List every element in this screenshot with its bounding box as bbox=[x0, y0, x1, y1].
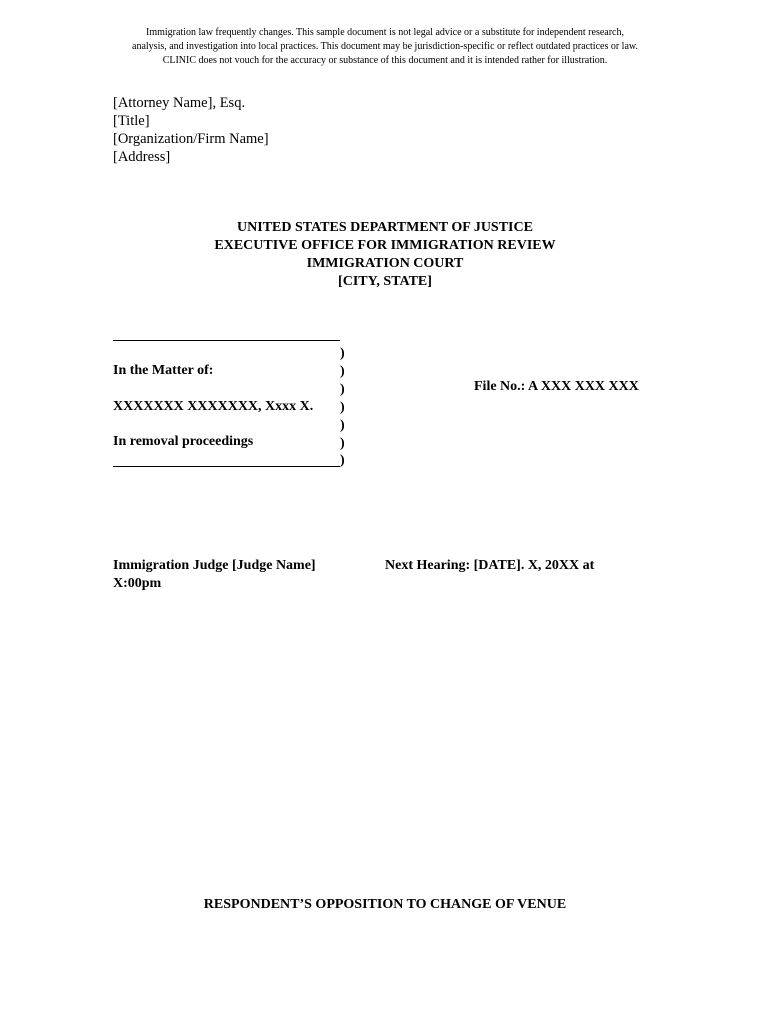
file-number: File No.: A XXX XXX XXX bbox=[474, 379, 639, 394]
attorney-organization: [Organization/Firm Name] bbox=[113, 131, 269, 147]
caption-paren: ) bbox=[340, 364, 345, 379]
court-office: EXECUTIVE OFFICE FOR IMMIGRATION REVIEW bbox=[214, 238, 556, 253]
caption-paren: ) bbox=[340, 346, 345, 361]
caption-paren: ) bbox=[340, 418, 345, 433]
respondent-name: XXXXXXX XXXXXXX, Xxxx X. bbox=[113, 399, 314, 414]
proceedings-label: In removal proceedings bbox=[113, 434, 254, 449]
caption-paren: ) bbox=[340, 382, 345, 397]
immigration-judge: Immigration Judge [Judge Name] X:00pm bbox=[113, 558, 316, 591]
caption-paren: ) bbox=[340, 453, 345, 468]
court-header bbox=[150, 219, 620, 291]
caption-top-rule bbox=[113, 340, 340, 341]
attorney-address: [Address] bbox=[113, 149, 171, 165]
court-location: [CITY, STATE] bbox=[338, 274, 432, 289]
matter-label: In the Matter of: bbox=[113, 363, 214, 378]
attorney-title: [Title] bbox=[113, 113, 150, 129]
caption-paren: ) bbox=[340, 400, 345, 415]
court-department: UNITED STATES DEPARTMENT OF JUSTICE bbox=[237, 220, 533, 235]
caption-bottom-rule bbox=[113, 466, 340, 467]
court-name: IMMIGRATION COURT bbox=[306, 256, 464, 271]
document-title: RESPONDENT’S OPPOSITION TO CHANGE OF VENUE bbox=[203, 897, 567, 912]
disclaimer-line: analysis, and investigation into local practices. This document may be jurisdiction-specific or reflect outdated practices or law. bbox=[132, 41, 638, 52]
disclaimer-notice bbox=[90, 26, 680, 68]
attorney-name: [Attorney Name], Esq. bbox=[113, 95, 246, 111]
disclaimer-line: CLINIC does not vouch for the accuracy or substance of this document and it is intended rather for illustration. bbox=[162, 55, 608, 66]
disclaimer-line: Immigration law frequently changes. This sample document is not legal advice or a substitute for independent research, bbox=[145, 27, 624, 38]
caption-paren: ) bbox=[340, 436, 345, 451]
attorney-block bbox=[113, 94, 269, 166]
next-hearing: Next Hearing: [DATE]. X, 20XX at bbox=[385, 558, 595, 573]
